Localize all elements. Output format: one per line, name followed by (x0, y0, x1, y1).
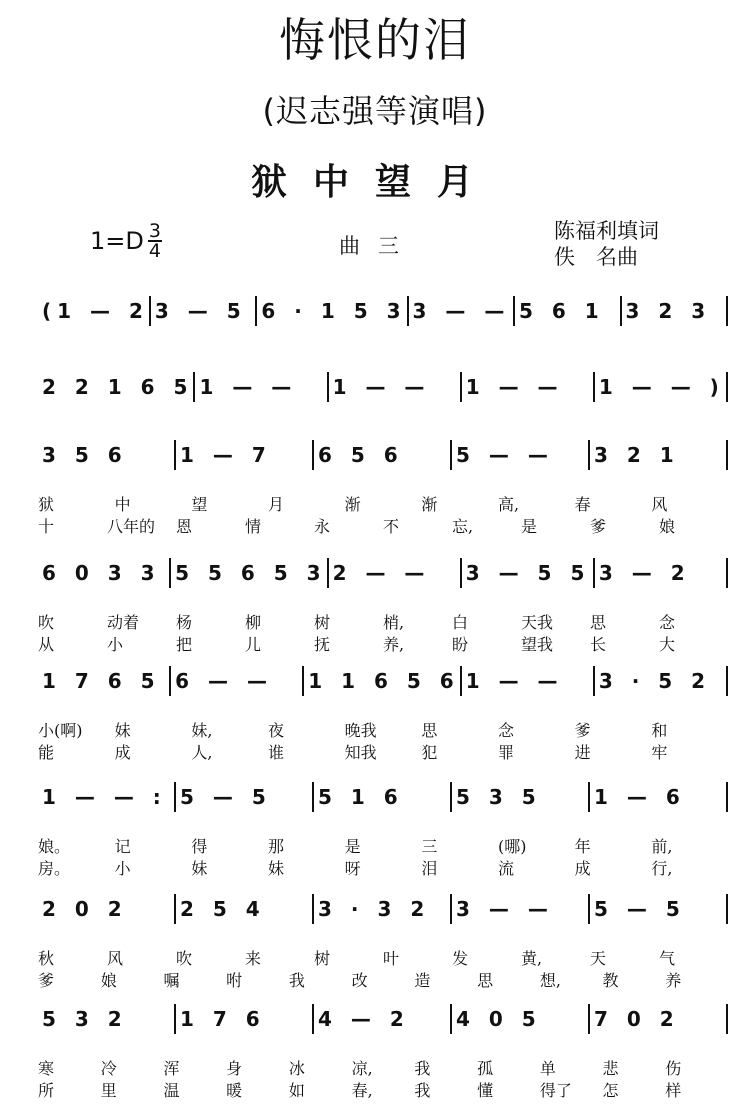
lyric-syllable: 小 (107, 635, 124, 654)
measure: 6 0 3 3 (38, 558, 171, 588)
lyric-syllable: 温 (163, 1081, 180, 1100)
lyric-syllable: 得了 (539, 1081, 572, 1100)
measure: 1 — — (462, 666, 595, 696)
measure: 3 5 6 (38, 440, 176, 470)
staff-line (38, 666, 728, 696)
lyric-syllable: 不 (383, 517, 400, 536)
measure: 5 3 2 (38, 1004, 176, 1034)
lyric-syllable: 望 (191, 495, 208, 514)
measure: 3 · 3 2 (314, 894, 452, 924)
staff-line (38, 894, 728, 924)
lyric-syllable: 身 (226, 1059, 243, 1078)
lyric-syllable: 悲 (602, 1059, 619, 1078)
lyric-syllable: 养 (665, 971, 682, 990)
lyric-syllable: 我 (414, 1081, 431, 1100)
lyric-syllable: 想, (539, 971, 561, 990)
song-collection-title: 悔恨的泪 (279, 13, 471, 67)
lyric-syllable: 思 (590, 613, 607, 632)
lyric-syllable: 咐 (226, 971, 243, 990)
lyric-syllable: 儿 (245, 635, 262, 654)
time-bottom: 4 (148, 240, 161, 262)
lyric-syllable: 如 (288, 1081, 305, 1100)
lyric-syllable: 寒 (38, 1059, 55, 1078)
lyric-syllable: 和 (651, 721, 668, 740)
lyric-syllable: 树 (314, 613, 331, 632)
lyric-syllable: 年 (574, 837, 591, 856)
lyric-syllable: 忘, (452, 517, 474, 536)
lyric-syllable: 叶 (383, 949, 400, 968)
lyric-syllable: 妹 (268, 859, 285, 878)
lyric-syllable: (哪) (498, 837, 527, 856)
key-signature (90, 222, 162, 260)
lyric-syllable: 妹 (114, 721, 131, 740)
lyric-syllable: 改 (351, 971, 368, 990)
lyric-syllable: 爹 (38, 971, 55, 990)
lyric-syllable: 知我 (344, 743, 377, 762)
lyric-syllable: 渐 (344, 495, 361, 514)
measure: 5 3 5 (452, 782, 590, 812)
lyric-syllable: 夜 (268, 721, 285, 740)
measure: 1 7 6 5 (38, 666, 171, 696)
measure: 1 — 7 (176, 440, 314, 470)
measure: 1 7 6 (176, 1004, 314, 1034)
measure: 1 — 6 (590, 782, 728, 812)
lyric-syllable: 行, (651, 859, 673, 878)
measure: 6 5 6 (314, 440, 452, 470)
lyric-syllable: 牢 (651, 743, 668, 762)
key-prefix: 1=D (90, 227, 144, 255)
lyric-syllable: 念 (498, 721, 515, 740)
lyric-syllable: 从 (38, 635, 55, 654)
lyric-syllable: 怎 (602, 1081, 619, 1100)
measure: 2 — — (329, 558, 462, 588)
lyric-syllable: 谁 (268, 743, 285, 762)
lyric-syllable: 那 (268, 837, 285, 856)
measure: 2 5 4 (176, 894, 314, 924)
song-title: 狱中望月 (250, 161, 499, 203)
lyric-syllable: 渐 (421, 495, 438, 514)
lyric-syllable: 浑 (163, 1059, 180, 1078)
measure: 5 — — (452, 440, 590, 470)
measure: 5 1 6 (314, 782, 452, 812)
measure: 7 0 2 (590, 1004, 728, 1034)
staff-line (38, 372, 728, 402)
lyric-syllable: 树 (314, 949, 331, 968)
lyric-syllable: 长 (590, 635, 607, 654)
lyric-syllable: 念 (659, 613, 676, 632)
lyric-syllable: 爹 (574, 721, 591, 740)
lyric-syllable: 冰 (288, 1059, 305, 1078)
lyric-syllable: 娘。 (38, 837, 71, 856)
measure: (1 — 2 (38, 296, 151, 326)
lyric-syllable: 八年的 (107, 517, 156, 536)
credits (554, 218, 659, 270)
lyric-syllable: 情 (245, 517, 262, 536)
lyric-syllable: 吹 (176, 949, 193, 968)
lyric-syllable: 犯 (421, 743, 438, 762)
lyric-syllable: 孤 (477, 1059, 494, 1078)
lyric-syllable: 呀 (344, 859, 361, 878)
lyric-syllable: 黄, (521, 949, 543, 968)
staff-line (38, 440, 728, 470)
measure: 6 · 1 5 3 (257, 296, 408, 326)
lyric-syllable: 能 (38, 743, 55, 762)
lyric-syllable: 盼 (452, 635, 469, 654)
lyric-syllable: 春 (574, 495, 591, 514)
measure: 3 2 3 (622, 296, 729, 326)
time-signature (148, 222, 162, 260)
measure: 5 5 6 5 3 (171, 558, 328, 588)
measure: 4 0 5 (452, 1004, 590, 1034)
measure: 1 — — (462, 372, 595, 402)
measure: 1 — — : (38, 782, 176, 812)
lyric-syllable: 杨 (176, 613, 193, 632)
lyric-syllable: 进 (574, 743, 591, 762)
lyric-syllable: 风 (107, 949, 124, 968)
lyric-syllable: 妹, (191, 721, 213, 740)
measure: 2 2 1 6 5 (38, 372, 195, 402)
lyric-syllable: 天 (590, 949, 607, 968)
lyric-syllable: 抚 (314, 635, 331, 654)
lyric-syllable: 成 (114, 743, 131, 762)
lyric-syllable: 前, (651, 837, 673, 856)
lyric-syllable: 单 (539, 1059, 556, 1078)
lyric-syllable: 梢, (383, 613, 405, 632)
lyric-syllable: 天我 (521, 613, 554, 632)
lyric-syllable: 养, (383, 635, 405, 654)
lyric-syllable: 来 (245, 949, 262, 968)
lyric-syllable: 人, (191, 743, 213, 762)
lyric-syllable: 白 (452, 613, 469, 632)
lyric-syllable: 大 (659, 635, 676, 654)
lyric-syllable: 思 (477, 971, 494, 990)
composer: 佚 名曲 (554, 245, 638, 269)
lyric-syllable: 房。 (38, 859, 71, 878)
lyric-syllable: 冷 (100, 1059, 117, 1078)
lyric-syllable: 小 (114, 859, 131, 878)
tune-label: 曲三 (339, 234, 417, 258)
lyric-syllable: 吹 (38, 613, 55, 632)
lyricist: 陈福利填词 (554, 219, 659, 243)
measure: 3 2 1 (590, 440, 728, 470)
measure: 5 — 5 (176, 782, 314, 812)
lyric-syllable: 狱 (38, 495, 55, 514)
measure: 4 — 2 (314, 1004, 452, 1034)
staff-line (38, 782, 728, 812)
staff-line (38, 1004, 728, 1034)
lyric-syllable: 高, (498, 495, 520, 514)
lyric-syllable: 晚我 (344, 721, 377, 740)
time-top: 3 (148, 220, 161, 242)
lyric-syllable: 我 (288, 971, 305, 990)
lyric-syllable: 恩 (176, 517, 193, 536)
performer-subtitle: (迟志强等演唱) (262, 92, 488, 130)
measure: 3 · 5 2 (595, 666, 728, 696)
measure: 1 — — (329, 372, 462, 402)
lyric-syllable: 伤 (665, 1059, 682, 1078)
lyric-syllable: 妹 (191, 859, 208, 878)
measure: 3 — 5 (151, 296, 258, 326)
lyric-syllable: 发 (452, 949, 469, 968)
lyric-syllable: 成 (574, 859, 591, 878)
lyric-syllable: 永 (314, 517, 331, 536)
lyric-syllable: 里 (100, 1081, 117, 1100)
lyric-syllable: 记 (114, 837, 131, 856)
lyric-syllable: 暖 (226, 1081, 243, 1100)
lyric-syllable: 我 (414, 1059, 431, 1078)
lyric-syllable: 十 (38, 517, 55, 536)
lyric-syllable: 罪 (498, 743, 515, 762)
measure: 3 — — (409, 296, 516, 326)
lyric-syllable: 把 (176, 635, 193, 654)
lyric-syllable: 泪 (421, 859, 438, 878)
measure: 2 0 2 (38, 894, 176, 924)
measure: 1 — — ) (595, 372, 728, 402)
lyric-syllable: 懂 (477, 1081, 494, 1100)
lyric-syllable: 造 (414, 971, 431, 990)
measure: 6 — — (171, 666, 304, 696)
lyric-syllable: 得 (191, 837, 208, 856)
measure: 3 — 5 5 (462, 558, 595, 588)
lyric-syllable: 娘 (100, 971, 117, 990)
lyric-syllable: 嘱 (163, 971, 180, 990)
staff-line (38, 558, 728, 588)
lyric-syllable: 秋 (38, 949, 55, 968)
lyric-syllable: 是 (521, 517, 538, 536)
lyric-syllable: 是 (344, 837, 361, 856)
lyric-syllable: 思 (421, 721, 438, 740)
lyric-syllable: 样 (665, 1081, 682, 1100)
lyric-syllable: 小(啊) (38, 721, 83, 740)
lyric-syllable: 教 (602, 971, 619, 990)
lyric-syllable: 望我 (521, 635, 554, 654)
lyric-syllable: 凉, (351, 1059, 373, 1078)
lyric-syllable: 三 (421, 837, 438, 856)
lyric-syllable: 流 (498, 859, 515, 878)
lyric-syllable: 娘 (659, 517, 676, 536)
measure: 1 1 6 5 6 (304, 666, 461, 696)
lyric-syllable: 柳 (245, 613, 262, 632)
measure: 3 — — (452, 894, 590, 924)
lyric-syllable: 爹 (590, 517, 607, 536)
lyric-syllable: 风 (651, 495, 668, 514)
measure: 5 6 1 (515, 296, 622, 326)
measure: 5 — 5 (590, 894, 728, 924)
lyric-syllable: 春, (351, 1081, 373, 1100)
lyric-syllable: 所 (38, 1081, 55, 1100)
measure: 3 — 2 (595, 558, 728, 588)
lyric-syllable: 气 (659, 949, 676, 968)
lyric-syllable: 中 (114, 495, 131, 514)
staff-line (38, 296, 728, 326)
measure: 1 — — (195, 372, 328, 402)
lyric-syllable: 月 (268, 495, 285, 514)
lyric-syllable: 动着 (107, 613, 140, 632)
